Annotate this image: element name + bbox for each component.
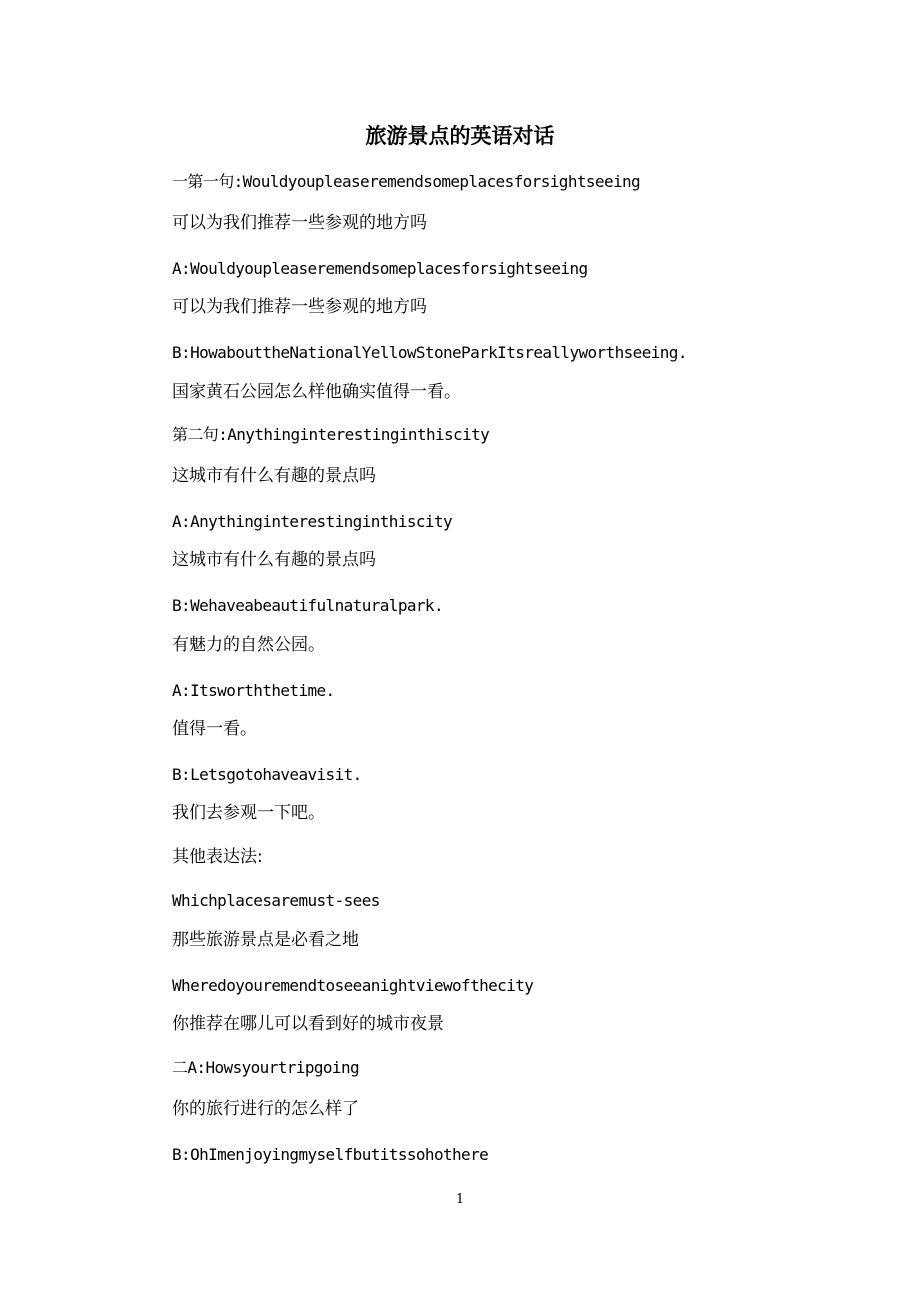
text-line: 一第一句:Wouldyoupleaseremendsomeplacesforsightseeing — [172, 172, 641, 191]
text-line: 你推荐在哪儿可以看到好的城市夜景 — [172, 1014, 444, 1034]
text-line: B:HowabouttheNationalYellowStoneParkItsreallyworthseeing. — [172, 343, 687, 362]
text-line: A:Anythinginterestinginthiscity — [172, 512, 453, 531]
text-line: 国家黄石公园怎么样他确实值得一看。 — [172, 382, 461, 402]
text-line: 那些旅游景点是必看之地 — [172, 930, 359, 950]
text-line: A:Wouldyoupleaseremendsomeplacesforsightseeing — [172, 259, 588, 278]
text-line: B:Wehaveabeautifulnaturalpark. — [172, 596, 443, 615]
text-line: Wheredoyouremendtoseeanightviewofthecity — [172, 976, 534, 995]
text-line: 这城市有什么有趣的景点吗 — [172, 466, 376, 486]
text-line: 可以为我们推荐一些参观的地方吗 — [172, 213, 427, 233]
document-title: 旅游景点的英语对话 — [365, 123, 555, 148]
text-line: 第二句:Anythinginterestinginthiscity — [172, 425, 490, 444]
text-line: 有魅力的自然公园。 — [172, 635, 325, 655]
text-line: 这城市有什么有趣的景点吗 — [172, 550, 376, 570]
text-line: 你的旅行进行的怎么样了 — [172, 1099, 359, 1119]
text-line: A:Itsworththetime. — [172, 681, 335, 700]
text-line: Whichplacesaremust-sees — [172, 891, 380, 910]
text-line: 其他表达法: — [172, 847, 263, 867]
text-line: 二A:Howsyourtripgoing — [172, 1058, 360, 1077]
text-line: 我们去参观一下吧。 — [172, 803, 325, 823]
text-line: 值得一看。 — [172, 719, 257, 739]
text-line: 可以为我们推荐一些参观的地方吗 — [172, 297, 427, 317]
page-number: 1 — [455, 1192, 465, 1207]
text-line: B:OhImenjoyingmyselfbutitssohothere — [172, 1145, 489, 1164]
text-line: B:Letsgotohaveavisit. — [172, 765, 362, 784]
